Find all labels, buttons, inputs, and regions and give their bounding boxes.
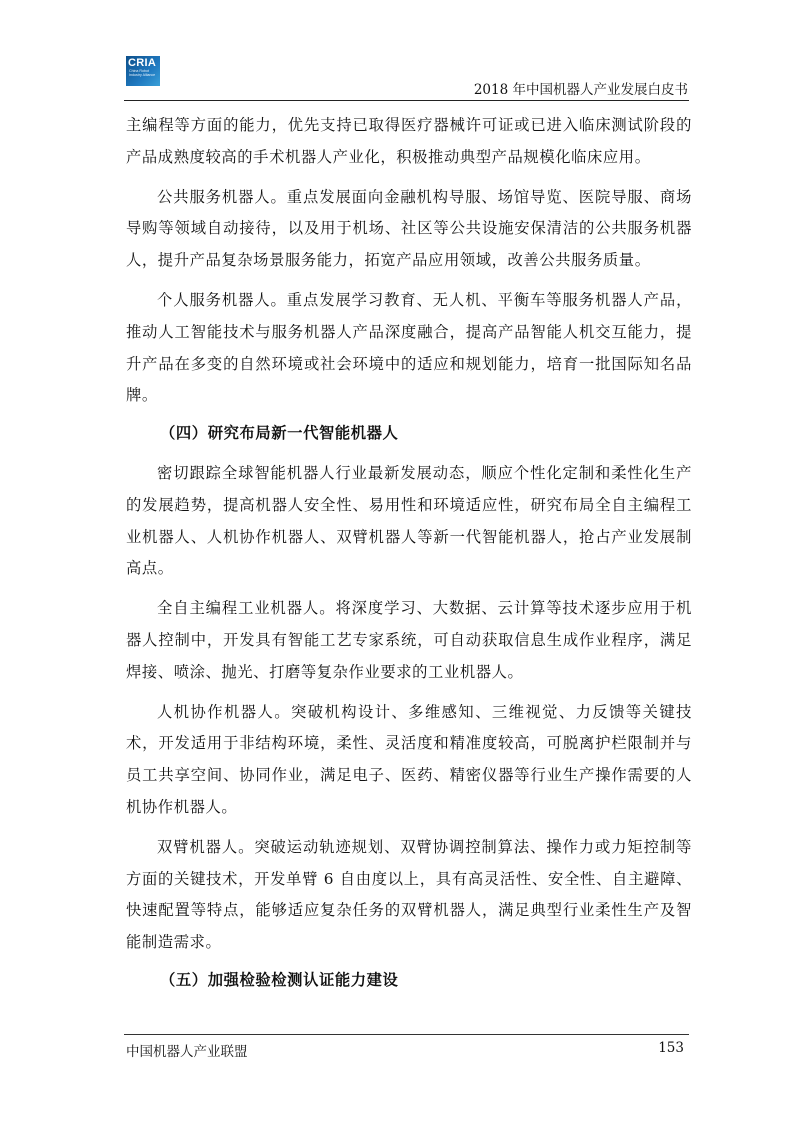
header-title: 2018 年中国机器人产业发展白皮书 (473, 82, 688, 98)
section-heading-5: （五）加强检验检测认证能力建设 (160, 970, 399, 989)
section-heading-4: （四）研究布局新一代智能机器人 (160, 424, 399, 443)
logo-subtext: China Robot Industry Alliance (129, 69, 156, 77)
page-body (126, 110, 692, 1005)
footer-organization: 中国机器人产业联盟 (126, 1044, 248, 1060)
footer-divider (124, 1034, 689, 1035)
page-number: 153 (658, 1040, 684, 1056)
header-divider (124, 100, 689, 101)
paragraph-autonomous-programming-robot: 全自主编程工业机器人。将深度学习、大数据、云计算等技术逐步应用于机器人控制中，开发具有智能工艺专家系统，可自动获取信息生成作业程序，满足焊接、喷涂、抛光、打磨等复杂作业要求的工业机器人。 (126, 599, 692, 681)
paragraph-personal-service-robot: 个人服务机器人。重点发展学习教育、无人机、平衡车等服务机器人产品，推动人工智能技术与服务机器人产品深度融合，提高产品智能人机交互能力，提升产品在多变的自然环境或社会环境中的适应和规划能力，培育一批国际知名品牌。 (126, 290, 692, 405)
paragraph-intelligent-robot-intro: 密切跟踪全球智能机器人行业最新发展动态，顺应个性化定制和柔性化生产的发展趋势，提高机器人安全性、易用性和环境适应性，研究布局全自主编程工业机器人、人机协作机器人、双臂机器人等新一代智能机器人，抢占产业发展制高点。 (126, 463, 692, 578)
paragraph-collaborative-robot: 人机协作机器人。突破机构设计、多维感知、三维视觉、力反馈等关键技术，开发适用于非结构环境，柔性、灵活度和精准度较高，可脱离护栏限制并与员工共享空间、协同作业，满足电子、医药、精密仪器等行业生产操作需要的人机协作机器人。 (126, 702, 692, 816)
cria-logo (126, 56, 160, 86)
paragraph-public-service-robot: 公共服务机器人。重点发展面向金融机构导服、场馆导览、医院导服、商场导购等领域自动接待，以及用于机场、社区等公共设施安保清洁的公共服务机器人，提升产品复杂场景服务能力，拓宽产品应用领域，改善公共服务质量。 (126, 187, 692, 270)
logo-wordmark: CRIA (128, 57, 157, 69)
paragraph-dual-arm-robot: 双臂机器人。突破运动轨迹规划、双臂协调控制算法、操作力或力矩控制等方面的关键技术，开发单臂 6 自由度以上，具有高灵活性、安全性、自主避障、快速配置等特点，能够适应复杂任务的双臂机器人，满足典型行业柔性生产及智能制造需求。 (126, 837, 692, 952)
paragraph-surgical-robot-cont: 主编程等方面的能力，优先支持已取得医疗器械许可证或已进入临床测试阶段的产品成熟度较高的手术机器人产业化，积极推动典型产品规模化临床应用。 (126, 116, 692, 166)
